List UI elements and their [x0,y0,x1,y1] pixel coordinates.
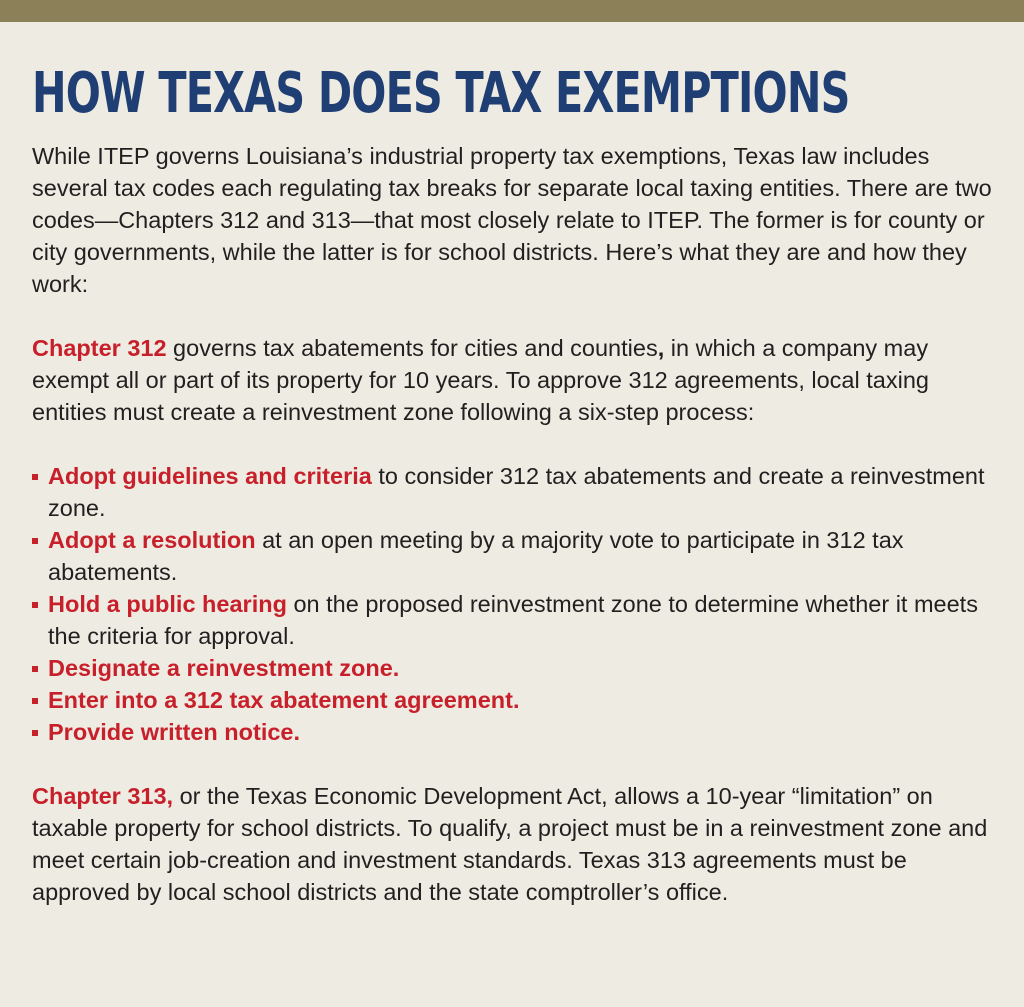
step-1-text: to consider 312 tax abatements and create a reinvestment zone. [48,463,985,521]
chapter-312-text-b: in which a company may exempt all or part of its property for 10 years. To approve 312 agreements, local taxing entities must create a reinvestment zone following a six-step process: [32,335,929,425]
chapter-312-heading: Chapter 312 [32,335,167,361]
step-3-text: on the proposed reinvestment zone to determine whether it meets the criteria for approval. [48,591,978,649]
list-item [32,684,1004,716]
six-step-list [32,460,1004,748]
list-item [32,652,1004,684]
step-3-bold: Hold a public hearing [48,591,287,617]
step-1-bold: Adopt guidelines and criteria [48,463,372,489]
list-item [32,524,1004,588]
step-2-bold: Adopt a resolution [48,527,256,553]
step-2-text: at an open meeting by a majority vote to participate in 312 tax abatements. [48,527,904,585]
list-item [32,716,1004,748]
chapter-312-paragraph [32,332,1004,428]
step-6-bold: Provide written notice. [48,719,301,745]
intro-paragraph: While ITEP governs Louisiana’s industrial property tax exemptions, Texas law includes several tax codes each regulating tax breaks for separate local taxing entities. There are two codes—Chapters 312 and 313—that most closely relate to ITEP. The former is for county or city governments, while the latter is for school districts. Here’s what they are and how they work: [32,143,992,297]
list-item [32,588,1004,652]
panel-title: HOW TEXAS DOES TAX EXEMPTIONS [32,61,850,126]
sidebar-panel [32,62,1004,908]
chapter-312-comma: , [657,335,665,361]
chapter-313-paragraph [32,780,1004,908]
top-bar [0,0,1024,22]
chapter-312-text-a: governs tax abatements for cities and counties [166,335,658,361]
list-item [32,460,1004,524]
step-5-bold: Enter into a 312 tax abatement agreement. [48,687,520,713]
step-4-bold: Designate a reinvestment zone. [48,655,400,681]
chapter-313-text: or the Texas Economic Development Act, allows a 10-year “limitation” on taxable property for school districts. To qualify, a project must be in a reinvestment zone and meet certain job-creation and investment standards. Texas 313 agreements must be approved by local school districts and the state comptroller’s office. [32,783,988,905]
chapter-313-heading: Chapter 313, [32,783,174,809]
